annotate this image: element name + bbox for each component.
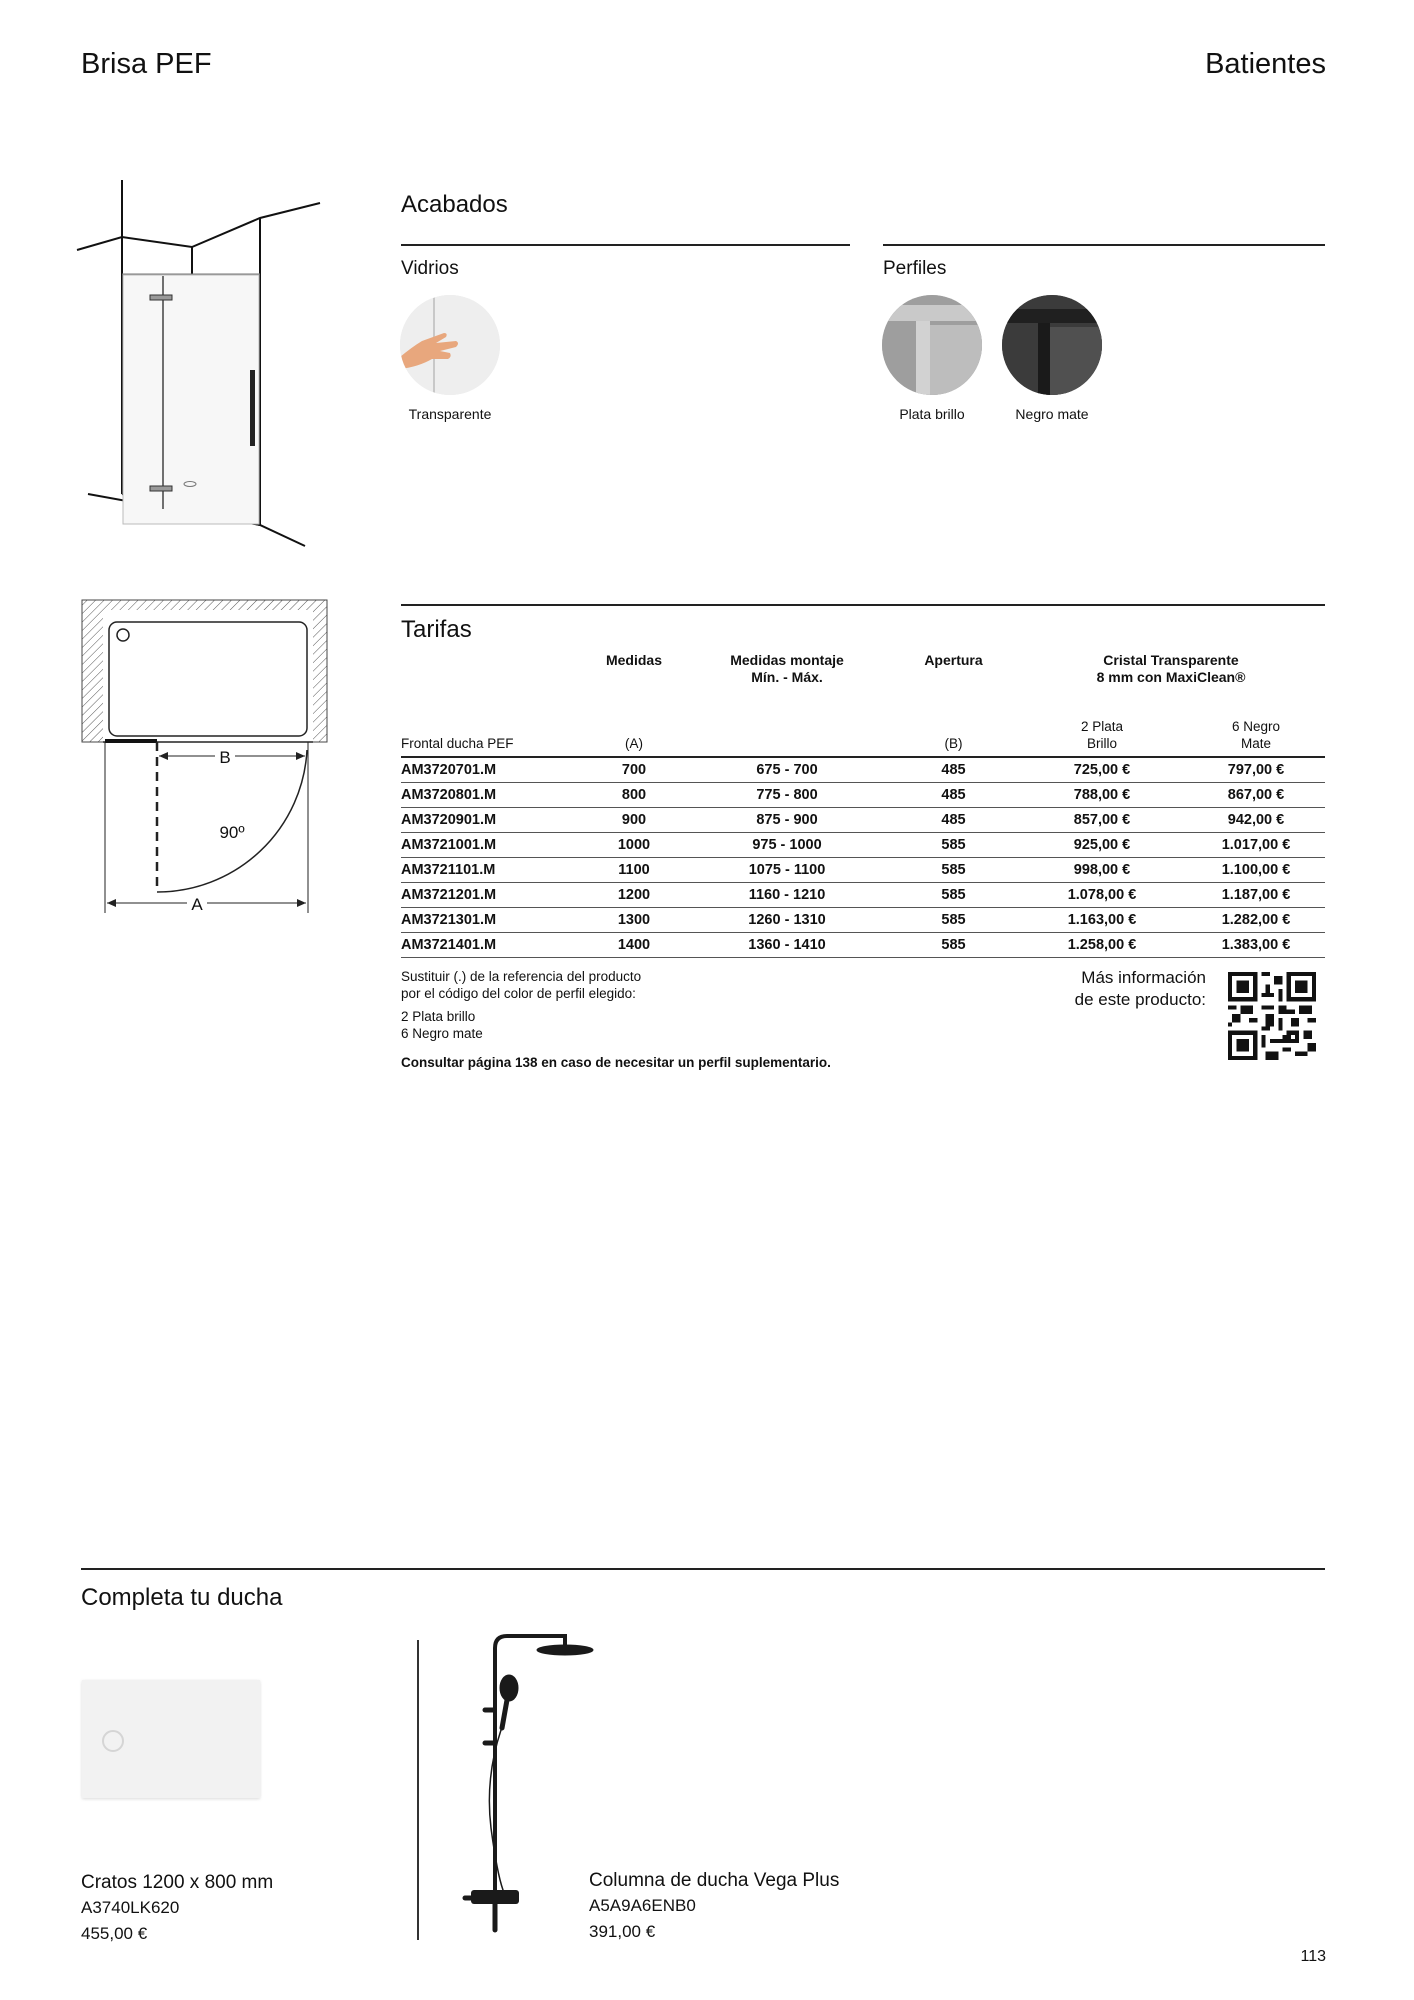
table-row — [401, 858, 1325, 883]
cell-medida: 700 — [584, 757, 684, 783]
cell-ref: AM3720701.M — [401, 757, 584, 783]
product-code-column: A5A9A6ENB0 — [589, 1896, 696, 1915]
product-name-tray: Cratos 1200 x 800 mm — [81, 1872, 274, 1893]
col-header-negro — [1187, 718, 1325, 757]
cristal-header-line1: Cristal Transparente — [1103, 652, 1239, 668]
table-row — [401, 933, 1325, 958]
cell-medida: 1100 — [584, 858, 684, 883]
table-row — [401, 833, 1325, 858]
product-code-tray: A3740LK620 — [81, 1898, 180, 1917]
col-header-apertura: Apertura — [924, 652, 983, 668]
table-row — [401, 908, 1325, 933]
color-code-note — [401, 968, 831, 1071]
shower-tray-outline — [109, 622, 307, 736]
cell-medida: 1400 — [584, 933, 684, 958]
cell-apertura: 485 — [890, 783, 1017, 808]
cell-price-plata: 998,00 € — [1017, 858, 1187, 883]
cell-ref: AM3721001.M — [401, 833, 584, 858]
price-table — [401, 652, 1325, 958]
cell-medida: 1000 — [584, 833, 684, 858]
profile-swatch-plata-brillo — [882, 295, 982, 395]
cell-apertura: 585 — [890, 883, 1017, 908]
hand-on-glass-icon — [400, 295, 500, 395]
plan-label-a: A — [191, 895, 203, 914]
plan-label-b: B — [219, 748, 231, 767]
col-header-a: (A) — [584, 718, 684, 757]
note-option: 6 Negro mate — [401, 1026, 483, 1041]
vidrios-title: Vidrios — [401, 258, 459, 279]
tarifas-rule — [401, 604, 1325, 606]
cell-price-plata: 1.163,00 € — [1017, 908, 1187, 933]
cell-montaje: 675 - 700 — [684, 757, 890, 783]
silver-profile-icon — [882, 295, 982, 395]
negro-header-line1: 6 Negro — [1231, 719, 1281, 734]
table-row — [401, 883, 1325, 908]
cell-price-negro: 797,00 € — [1187, 757, 1325, 783]
cristal-header-line2: 8 mm con MaxiClean® — [1096, 669, 1246, 685]
cell-medida: 900 — [584, 808, 684, 833]
more-info-line: de este producto: — [1074, 990, 1206, 1009]
category-title: Batientes — [1205, 48, 1326, 80]
col-header-montaje — [684, 652, 890, 718]
plan-diagram — [75, 595, 335, 915]
more-info-line: Más información — [1081, 968, 1206, 987]
cell-price-negro: 1.383,00 € — [1187, 933, 1325, 958]
montaje-header-line1: Medidas montaje — [730, 652, 844, 668]
black-profile-icon — [1002, 295, 1102, 395]
cell-price-plata: 788,00 € — [1017, 783, 1187, 808]
product-price-tray: 455,00 € — [81, 1924, 148, 1943]
cell-ref: AM3721201.M — [401, 883, 584, 908]
note-line: Sustituir (.) de la referencia del producto — [401, 969, 642, 984]
cell-apertura: 585 — [890, 933, 1017, 958]
profile-swatch-negro-mate — [1002, 295, 1102, 395]
cell-ref: AM3720801.M — [401, 783, 584, 808]
cell-montaje: 1260 - 1310 — [684, 908, 890, 933]
cell-price-negro: 867,00 € — [1187, 783, 1325, 808]
glass-swatch-transparente — [400, 295, 500, 395]
cell-price-plata: 925,00 € — [1017, 833, 1187, 858]
cell-apertura: 485 — [890, 757, 1017, 783]
cell-montaje: 1075 - 1100 — [684, 858, 890, 883]
profile-label-plata-brillo: Plata brillo — [899, 406, 965, 422]
cell-price-negro: 942,00 € — [1187, 808, 1325, 833]
plata-header-line1: 2 Plata — [1080, 719, 1124, 734]
shower-tray-image — [82, 1680, 260, 1798]
qr-code-icon[interactable] — [1228, 972, 1316, 1060]
cell-medida: 1200 — [584, 883, 684, 908]
completa-title: Completa tu ducha — [81, 1584, 283, 1611]
top-hinge — [150, 295, 172, 300]
table-row — [401, 808, 1325, 833]
glass-label-transparente: Transparente — [408, 406, 492, 422]
plata-header-line2: Brillo — [1086, 736, 1117, 751]
col-header-ref: Frontal ducha PEF — [401, 718, 584, 757]
cell-apertura: 485 — [890, 808, 1017, 833]
cell-apertura: 585 — [890, 833, 1017, 858]
cell-price-plata: 857,00 € — [1017, 808, 1187, 833]
col-header-medidas: Medidas — [605, 652, 662, 668]
table-row — [401, 783, 1325, 808]
door-handle — [250, 370, 255, 446]
cell-montaje: 975 - 1000 — [684, 833, 890, 858]
completa-rule — [81, 1568, 1325, 1570]
cell-ref: AM3721301.M — [401, 908, 584, 933]
cell-montaje: 875 - 900 — [684, 808, 890, 833]
product-name-column: Columna de ducha Vega Plus — [589, 1870, 840, 1891]
note-option: 2 Plata brillo — [401, 1009, 476, 1024]
profile-label-negro-mate: Negro mate — [1015, 406, 1089, 422]
cell-apertura: 585 — [890, 908, 1017, 933]
note-line: por el código del color de perfil elegido: — [401, 986, 636, 1001]
cell-montaje: 1360 - 1410 — [684, 933, 890, 958]
product-price-column: 391,00 € — [589, 1922, 656, 1941]
cell-price-plata: 725,00 € — [1017, 757, 1187, 783]
page-number: 113 — [1300, 1948, 1326, 1965]
tarifas-title: Tarifas — [401, 616, 472, 643]
cell-medida: 800 — [584, 783, 684, 808]
perfiles-rule — [883, 244, 1325, 246]
shower-column-image — [455, 1628, 595, 1943]
cell-price-negro: 1.017,00 € — [1187, 833, 1325, 858]
negro-header-line2: Mate — [1240, 736, 1271, 751]
cell-montaje: 1160 - 1210 — [684, 883, 890, 908]
cell-medida: 1300 — [584, 908, 684, 933]
drain-icon — [102, 1730, 124, 1752]
cell-price-plata: 1.258,00 € — [1017, 933, 1187, 958]
cell-price-negro: 1.100,00 € — [1187, 858, 1325, 883]
cell-ref: AM3721401.M — [401, 933, 584, 958]
cell-price-plata: 1.078,00 € — [1017, 883, 1187, 908]
bottom-hinge — [150, 486, 172, 491]
cell-ref: AM3721101.M — [401, 858, 584, 883]
col-header-plata — [1017, 718, 1187, 757]
cell-montaje: 775 - 800 — [684, 783, 890, 808]
acabados-title: Acabados — [401, 191, 508, 218]
cell-price-negro: 1.282,00 € — [1187, 908, 1325, 933]
perfiles-title: Perfiles — [883, 258, 947, 279]
col-header-cristal — [1017, 652, 1325, 718]
montaje-header-line2: Mín. - Máx. — [751, 669, 823, 685]
product-divider — [417, 1640, 419, 1940]
cell-apertura: 585 — [890, 858, 1017, 883]
supplementary-profile-note: Consultar página 138 en caso de necesitar un perfil suplementario. — [401, 1055, 831, 1070]
shower-screen-drawing — [70, 180, 340, 560]
cell-ref: AM3720901.M — [401, 808, 584, 833]
plan-angle-label: 90º — [219, 823, 245, 842]
vidrios-rule — [401, 244, 850, 246]
table-row — [401, 757, 1325, 783]
more-info-text — [1075, 967, 1206, 1011]
col-header-b: (B) — [890, 718, 1017, 757]
product-title: Brisa PEF — [81, 48, 212, 80]
cell-price-negro: 1.187,00 € — [1187, 883, 1325, 908]
